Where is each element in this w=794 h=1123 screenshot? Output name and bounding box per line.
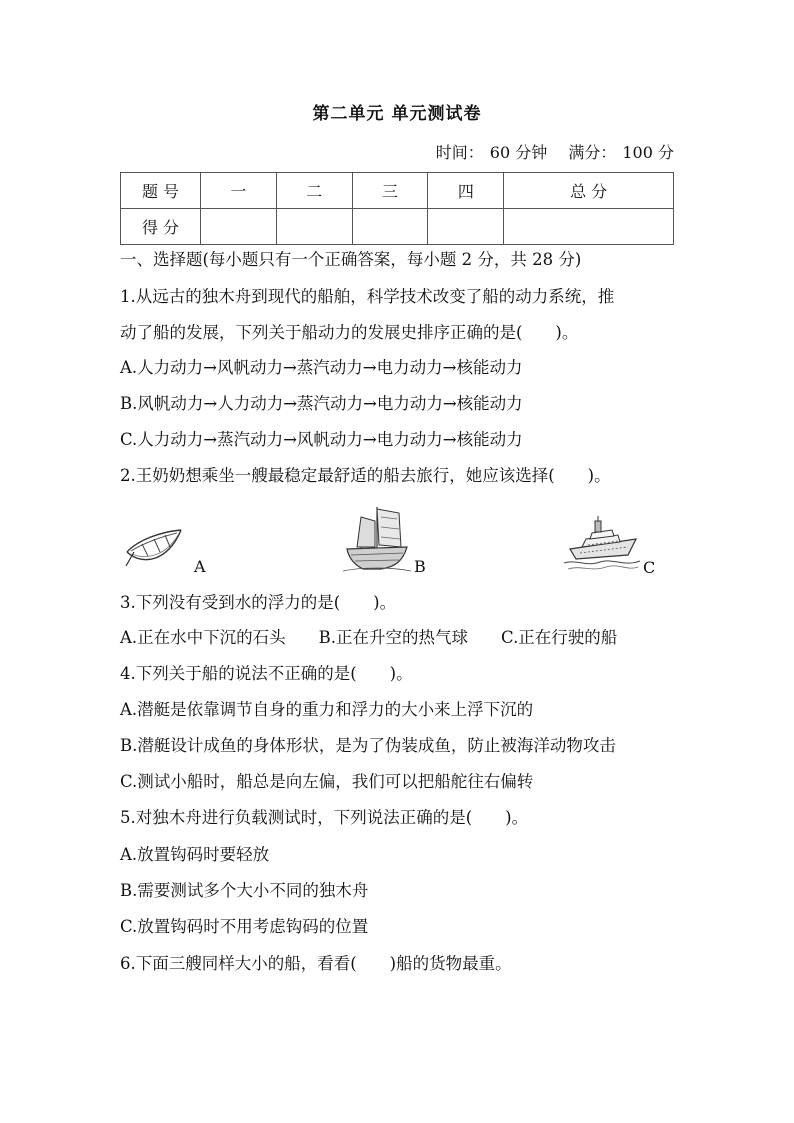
header-cell: 题 号 — [121, 173, 201, 209]
q1-option-b: B.风帆动力→人力动力→蒸汽动力→电力动力→核能动力 — [120, 394, 523, 413]
score-cell — [276, 209, 352, 245]
q3-stem: 3.下列没有受到水的浮力的是( )。 — [120, 593, 397, 612]
option-b-label: B — [414, 557, 426, 576]
q5-option-c: C.放置钩码时不用考虑钩码的位置 — [120, 917, 369, 936]
row-label-cell: 得 分 — [121, 209, 201, 245]
score-cell — [201, 209, 277, 245]
cruise-ship-image — [562, 515, 642, 573]
score-table-score-row — [121, 209, 674, 245]
score-cell — [428, 209, 504, 245]
score-value: 100 分 — [622, 143, 674, 162]
time-value: 60 分钟 — [489, 143, 548, 162]
header-cell: 二 — [276, 173, 352, 209]
section-heading: 一、选择题(每小题只有一个正确答案，每小题 2 分，共 28 分) — [120, 250, 582, 269]
q5-option-b: B.需要测试多个大小不同的独木舟 — [120, 881, 369, 900]
q4-option-a: A.潜艇是依靠调节自身的重力和浮力的大小来上浮下沉的 — [120, 700, 534, 719]
q4-option-b: B.潜艇设计成鱼的身体形状，是为了伪装成鱼，防止被海洋动物攻击 — [120, 736, 616, 755]
option-c-label: C — [643, 558, 656, 577]
page-title: 第二单元 单元测试卷 — [312, 104, 482, 124]
q1-option-a: A.人力动力→风帆动力→蒸汽动力→电力动力→核能动力 — [120, 358, 523, 377]
option-a-label: A — [194, 557, 206, 576]
rowboat-image — [124, 522, 184, 568]
header-cell: 四 — [428, 173, 504, 209]
q3-options: A.正在水中下沉的石头 B.正在升空的热气球 C.正在行驶的船 — [120, 628, 618, 647]
header-cell: 总 分 — [504, 173, 674, 209]
score-table — [120, 172, 674, 245]
score-cell — [504, 209, 674, 245]
q4-option-c: C.测试小船时，船总是向左偏，我们可以把船舵往右偏转 — [120, 772, 534, 791]
header-cell: 三 — [352, 173, 428, 209]
q1-stem-line2: 动了船的发展，下列关于船动力的发展史排序正确的是( )。 — [120, 323, 579, 342]
q2-stem: 2.王奶奶想乘坐一艘最稳定最舒适的船去旅行，她应该选择( )。 — [120, 466, 611, 485]
score-cell — [352, 209, 428, 245]
header-cell: 一 — [201, 173, 277, 209]
exam-meta — [430, 140, 674, 163]
q5-option-a: A.放置钩码时要轻放 — [120, 845, 270, 864]
score-label: 满分： — [568, 143, 617, 162]
score-table-header-row — [121, 173, 674, 209]
q5-stem: 5.对独木舟进行负载测试时，下列说法正确的是( )。 — [120, 808, 529, 827]
q6-stem: 6.下面三艘同样大小的船，看看( )船的货物最重。 — [120, 954, 512, 973]
time-label: 时间： — [435, 143, 484, 162]
q1-stem-line1: 1.从远古的独木舟到现代的船舶，科学技术改变了船的动力系统，推 — [120, 287, 615, 306]
q4-stem: 4.下列关于船的说法不正确的是( )。 — [120, 664, 413, 683]
sailboat-image — [341, 503, 413, 575]
q1-option-c: C.人力动力→蒸汽动力→风帆动力→电力动力→核能动力 — [120, 430, 523, 449]
